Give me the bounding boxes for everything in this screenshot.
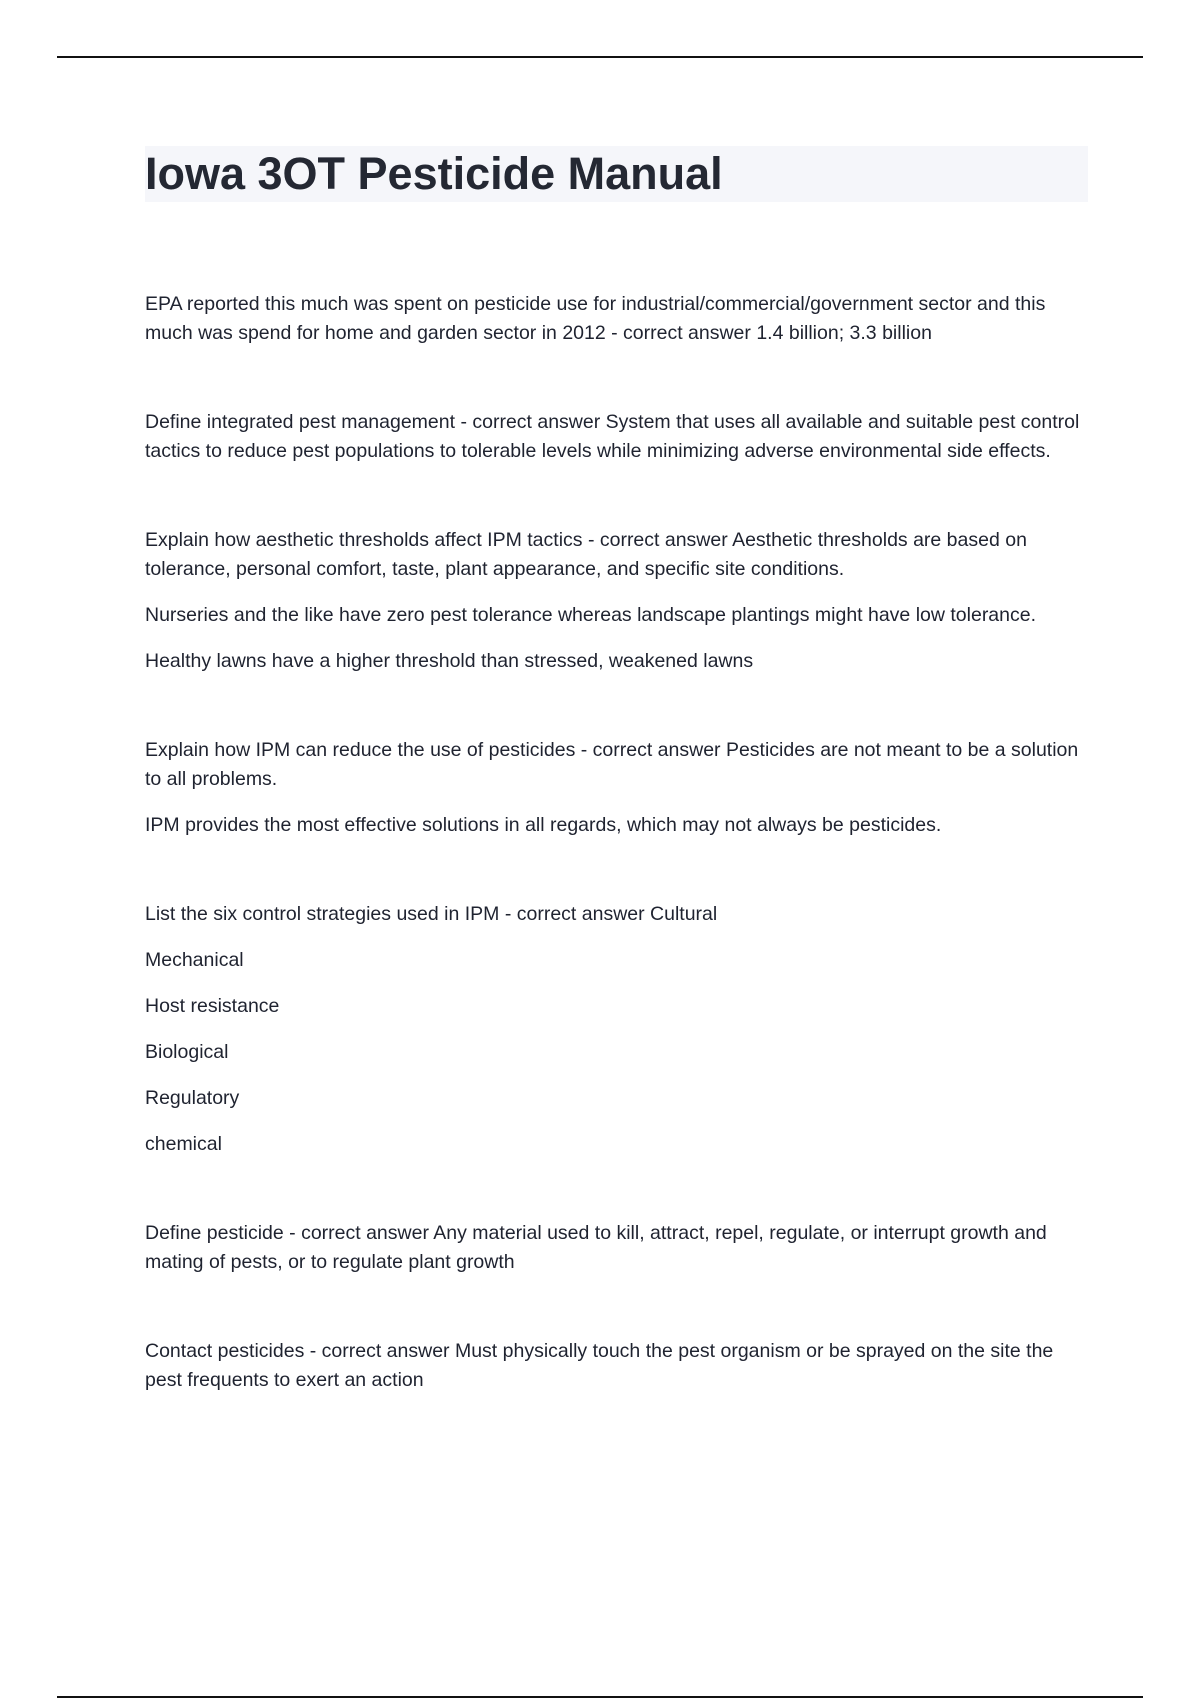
qa-paragraph: Explain how IPM can reduce the use of pesticides - correct answer Pesticides are not meant to be a solution to all problems. xyxy=(145,739,1079,790)
qa-paragraph: Contact pesticides - correct answer Must physically touch the pest organism or be sprayed on the site the pest frequents to exert an action xyxy=(145,1340,1054,1391)
qa-entry xyxy=(145,900,1085,1159)
qa-paragraph: List the six control strategies used in IPM - correct answer Cultural xyxy=(145,903,718,925)
qa-list-item: Biological xyxy=(145,1041,229,1063)
qa-list-item: Regulatory xyxy=(145,1087,240,1109)
document-body xyxy=(145,290,1085,1455)
top-rule xyxy=(57,56,1143,58)
qa-entry xyxy=(145,1337,1085,1395)
qa-list-item: chemical xyxy=(145,1133,222,1155)
qa-entry xyxy=(145,736,1085,840)
qa-entry xyxy=(145,408,1085,466)
qa-paragraph: Define pesticide - correct answer Any material used to kill, attract, repel, regulate, or interrupt growth and mating of pests, or to regulate plant growth xyxy=(145,1222,1047,1273)
qa-entry xyxy=(145,526,1085,676)
qa-paragraph: Nurseries and the like have zero pest tolerance whereas landscape plantings might have low tolerance. xyxy=(145,604,1037,626)
qa-entry xyxy=(145,1219,1085,1277)
qa-list-item: Host resistance xyxy=(145,995,280,1017)
qa-paragraph: Healthy lawns have a higher threshold than stressed, weakened lawns xyxy=(145,650,754,672)
qa-paragraph: Explain how aesthetic thresholds affect IPM tactics - correct answer Aesthetic thresholds are based on tolerance, personal comfort, taste, plant appearance, and specific site conditions. xyxy=(145,529,1027,580)
document-title: Iowa 3OT Pesticide Manual xyxy=(145,148,723,199)
qa-list-item: Mechanical xyxy=(145,949,244,971)
qa-paragraph: Define integrated pest management - correct answer System that uses all available and suitable pest control tactics to reduce pest populations to tolerable levels while minimizing adverse environmental side effects. xyxy=(145,411,1080,462)
qa-paragraph: IPM provides the most effective solutions in all regards, which may not always be pesticides. xyxy=(145,814,942,836)
bottom-rule xyxy=(57,1696,1143,1698)
qa-entry xyxy=(145,290,1085,348)
qa-paragraph: EPA reported this much was spent on pesticide use for industrial/commercial/government sector and this much was spend for home and garden sector in 2012 - correct answer 1.4 billion; 3.3 billion xyxy=(145,293,1046,344)
